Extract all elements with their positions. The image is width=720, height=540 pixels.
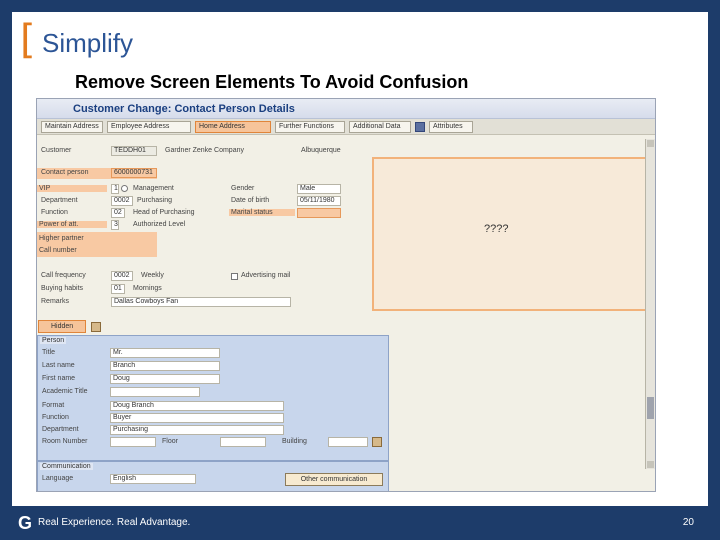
- higher-partner-label: Higher partner: [39, 235, 84, 242]
- footer-tagline: Real Experience. Real Advantage.: [38, 517, 191, 528]
- person-group-title: Person: [42, 337, 65, 344]
- customer-label: Customer: [41, 147, 72, 154]
- communication-group-title: Communication: [42, 463, 91, 470]
- hide-button[interactable]: Hidden: [38, 320, 86, 333]
- toolbar-button-3[interactable]: Home Address: [195, 121, 271, 133]
- toolbar-icon[interactable]: [415, 122, 425, 132]
- scroll-up-icon[interactable]: [647, 140, 654, 147]
- person-department-field[interactable]: Purchasing: [110, 425, 284, 435]
- power-label: Power of att.: [37, 221, 107, 228]
- scroll-thumb[interactable]: [647, 397, 654, 419]
- removed-area-box: [372, 157, 649, 311]
- toolbar-button-4[interactable]: Further Functions: [275, 121, 345, 133]
- call-frequency-label: Call frequency: [41, 272, 86, 279]
- remarks-field[interactable]: Dallas Cowboys Fan: [111, 297, 291, 307]
- power-field[interactable]: 3: [111, 220, 119, 230]
- title-field[interactable]: Mr.: [110, 348, 220, 358]
- contact-person-field[interactable]: 6000000731: [111, 168, 157, 178]
- placeholder-text: ????: [484, 223, 509, 235]
- room-number-label: Room Number: [42, 438, 88, 445]
- buying-habits-field[interactable]: 01: [111, 284, 125, 294]
- company-logo-icon: G: [18, 513, 33, 533]
- sap-toolbar: [37, 119, 655, 135]
- advertising-mail-checkbox[interactable]: [231, 273, 238, 280]
- sap-screenshot: [36, 98, 656, 492]
- vip-label: VIP: [37, 185, 107, 192]
- expand-icon[interactable]: [91, 322, 101, 332]
- marital-label: Marital status: [229, 209, 295, 216]
- department-field[interactable]: 0002: [111, 196, 133, 206]
- academic-title-field[interactable]: [110, 387, 200, 397]
- first-name-label: First name: [42, 375, 76, 382]
- call-number-label: Call number: [39, 247, 77, 254]
- slide-title: Simplify: [42, 28, 134, 58]
- sap-window-title: Customer Change: Contact Person Details: [73, 103, 295, 115]
- vip-help-icon[interactable]: [121, 185, 128, 192]
- customer-name: Gardner Zenke Company: [165, 147, 244, 154]
- buying-habits-text: Mornings: [133, 285, 162, 292]
- advertising-mail-label: Advertising mail: [241, 272, 291, 279]
- toolbar-button-6[interactable]: Attributes: [429, 121, 473, 133]
- call-frequency-text: Weekly: [141, 272, 164, 279]
- customer-field[interactable]: TEDDH01: [111, 146, 157, 156]
- title-label: Title: [42, 349, 55, 356]
- department-label: Department: [41, 197, 78, 204]
- building-help-icon[interactable]: [372, 437, 382, 447]
- floor-label: Floor: [162, 438, 178, 445]
- function-label: Function: [41, 209, 68, 216]
- format-label: Format: [42, 402, 65, 409]
- toolbar-button-2[interactable]: Employee Address: [107, 121, 191, 133]
- marital-field[interactable]: [297, 208, 341, 218]
- academic-title-label: Academic Title: [42, 388, 88, 395]
- slide-subtitle: Remove Screen Elements To Avoid Confusion: [75, 72, 469, 92]
- first-name-field[interactable]: Doug: [110, 374, 220, 384]
- gender-label: Gender: [231, 185, 255, 192]
- power-text: Authorized Level: [133, 221, 186, 228]
- function-field[interactable]: 02: [111, 208, 125, 218]
- slide-footer: [0, 506, 720, 540]
- building-label: Building: [282, 438, 307, 445]
- function-text: Head of Purchasing: [133, 209, 195, 216]
- vertical-scrollbar[interactable]: [645, 139, 655, 469]
- contact-person-label: Contact person: [41, 169, 89, 176]
- gender-field[interactable]: Male: [297, 184, 341, 194]
- person-function-label: Function: [42, 414, 69, 421]
- page-number: 20: [682, 517, 694, 528]
- dob-field[interactable]: 05/11/1980: [297, 196, 341, 206]
- scroll-down-icon[interactable]: [647, 461, 654, 468]
- person-function-field[interactable]: Buyer: [110, 413, 284, 423]
- call-frequency-field[interactable]: 0002: [111, 271, 133, 281]
- person-department-label: Department: [42, 426, 79, 433]
- other-communication-button[interactable]: Other communication: [285, 473, 383, 486]
- language-label: Language: [42, 475, 74, 482]
- toolbar-button-5[interactable]: Additional Data: [349, 121, 411, 133]
- language-field[interactable]: English: [110, 474, 196, 484]
- last-name-label: Last name: [42, 362, 75, 369]
- last-name-field[interactable]: Branch: [110, 361, 220, 371]
- room-number-field[interactable]: [110, 437, 156, 447]
- floor-field[interactable]: [220, 437, 266, 447]
- vip-text: Management: [133, 185, 174, 192]
- remarks-label: Remarks: [41, 298, 70, 305]
- sap-title-bar: [37, 99, 655, 119]
- customer-city: Albuquerque: [301, 147, 341, 154]
- person-panel: [37, 335, 389, 461]
- dob-label: Date of birth: [231, 197, 270, 204]
- format-field[interactable]: Doug Branch: [110, 401, 284, 411]
- building-field[interactable]: [328, 437, 368, 447]
- vip-field[interactable]: 1: [111, 184, 119, 194]
- bracket-logo-icon: [: [20, 17, 36, 63]
- buying-habits-label: Buying habits: [41, 285, 84, 292]
- department-text: Purchasing: [137, 197, 173, 204]
- toolbar-button-1[interactable]: Maintain Address: [41, 121, 103, 133]
